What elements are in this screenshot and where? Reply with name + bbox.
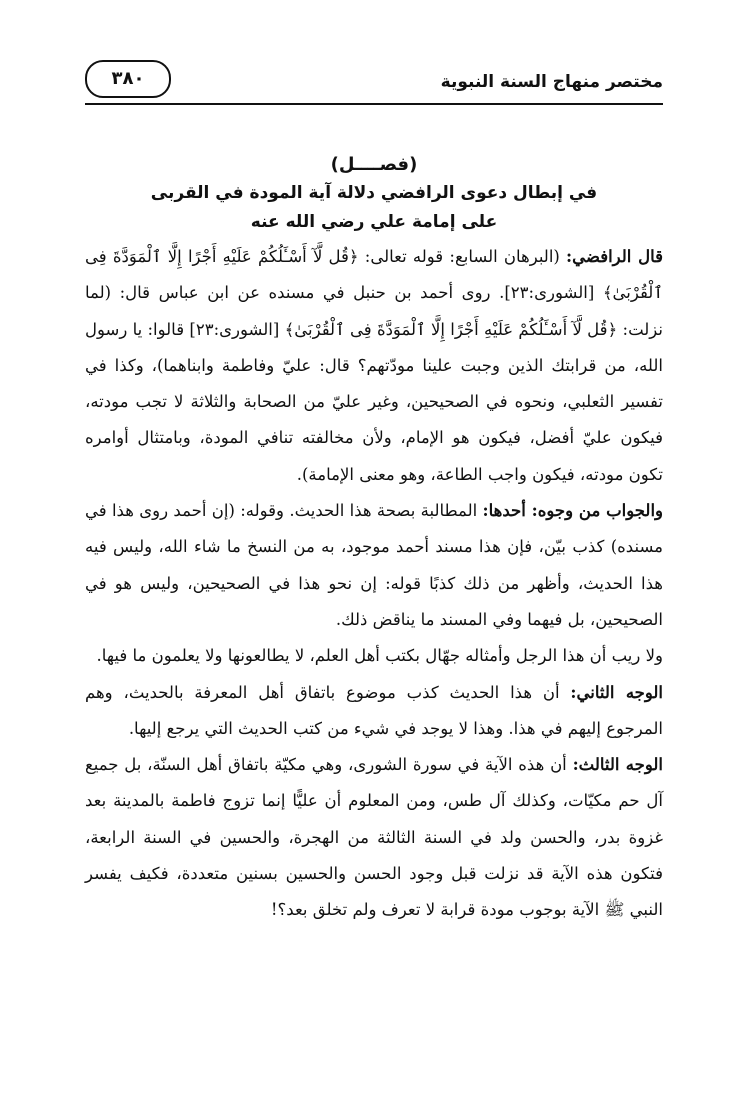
body-text <box>85 239 663 929</box>
paragraph-text: أن هذا الحديث كذب موضوع باتفاق أهل المعرفة بالحديث، وهم المرجوع إليهم في هذا. وهذا لا يوجد في شيء من كتب الحديث التي يرجع إليها. <box>85 682 663 738</box>
paragraph-text: المطالبة بصحة هذا الحديث. وقوله: (إن أحمد روى هذا في مسنده) كذب بيّن، فإن هذا مسند أحمد موجود، به من النسخ ما شاء الله، وليس فيه هذا الحديث، وأظهر من ذلك كذبًا قوله: إن نحو هذا في الصحيحين، وليس هو في الصحيحين، بل فيهما وفي المسند ما يناقض ذلك. <box>85 501 663 629</box>
section-label: (فصــــل) <box>330 154 418 175</box>
paragraph-second-aspect <box>85 675 663 748</box>
paragraph-text: ولا ريب أن هذا الرجل وأمثاله جهّال بكتب أهل العلم، لا يطالعونها ولا يعلمون ما فيها. <box>96 646 663 666</box>
page-number-badge: ٣٨٠ <box>85 60 171 98</box>
paragraph-lead: الوجه الثاني: <box>570 682 663 702</box>
header-divider <box>85 103 663 105</box>
paragraph-text: أن هذه الآية في سورة الشورى، وهي مكيّة باتفاق أهل السنّة، بل جميع آل حم مكيّات، وكذلك آل طس، ومن المعلوم أن عليًّا إنما تزوج فاطمة بالمدينة بعد غزوة بدر، والحسن ولد في السنة الثالثة من الهجرة، والحسين في السنة الرابعة، فتكون هذه الآية قد نزلت قبل وجود الحسن والحسين بسنين متعددة، فكيف يفسر النبي ﷺ الآية بوجوب مودة قرابة لا تعرف ولم تخلق بعد؟! <box>85 755 663 920</box>
section-title-line-1: في إبطال دعوى الرافضي دلالة آية المودة في القربى <box>150 183 598 203</box>
paragraph-lead: والجواب من وجوه: أحدها: <box>482 501 663 521</box>
paragraph-answer-first <box>85 493 663 638</box>
paragraph-text: (البرهان السابع: قوله تعالى: ﴿قُل لَّآ أَسْـَٔلُكُمْ عَلَيْهِ أَجْرًا إِلَّا ٱلْمَوَدَّةَ فِى ٱلْقُرْبَىٰ﴾ [الشورى:٢٣]. روى أحمد بن حنبل في مسنده عن ابن عباس قال: (لما نزلت: ﴿قُل لَّآ أَسْـَٔلُكُمْ عَلَيْهِ أَجْرًا إِلَّا ٱلْمَوَدَّةَ فِى ٱلْقُرْبَىٰ﴾ [الشورى:٢٣] قالوا: يا رسول الله، من قرابتك الذين وجبت علينا مودّتهم؟ قال: عليّ وفاطمة وابناهما)، وكذا في تفسير الثعلبي، ونحوه في الصحيحين، وغير عليّ من الصحابة والثلاثة لا تجب مودته، فيكون عليّ أفضل، فيكون هو الإمام، ولأن مخالفته تنافي المودة، وبامتثال أوامره تكون مودته، فيكون واجب الطاعة، وهو معنى الإمامة). <box>85 247 664 484</box>
section-heading <box>85 150 663 237</box>
running-header <box>85 58 663 106</box>
book-title: مختصر منهاج السنة النبوية <box>440 72 663 92</box>
paragraph-rafidi-claim <box>85 239 663 493</box>
paragraph-lead: الوجه الثالث: <box>572 755 663 775</box>
paragraph-third-aspect <box>85 747 663 928</box>
section-title-line-2: على إمامة علي رضي الله عنه <box>250 212 498 232</box>
paragraph-lead: قال الرافضي: <box>566 247 663 266</box>
paragraph-ignorance <box>85 638 663 674</box>
